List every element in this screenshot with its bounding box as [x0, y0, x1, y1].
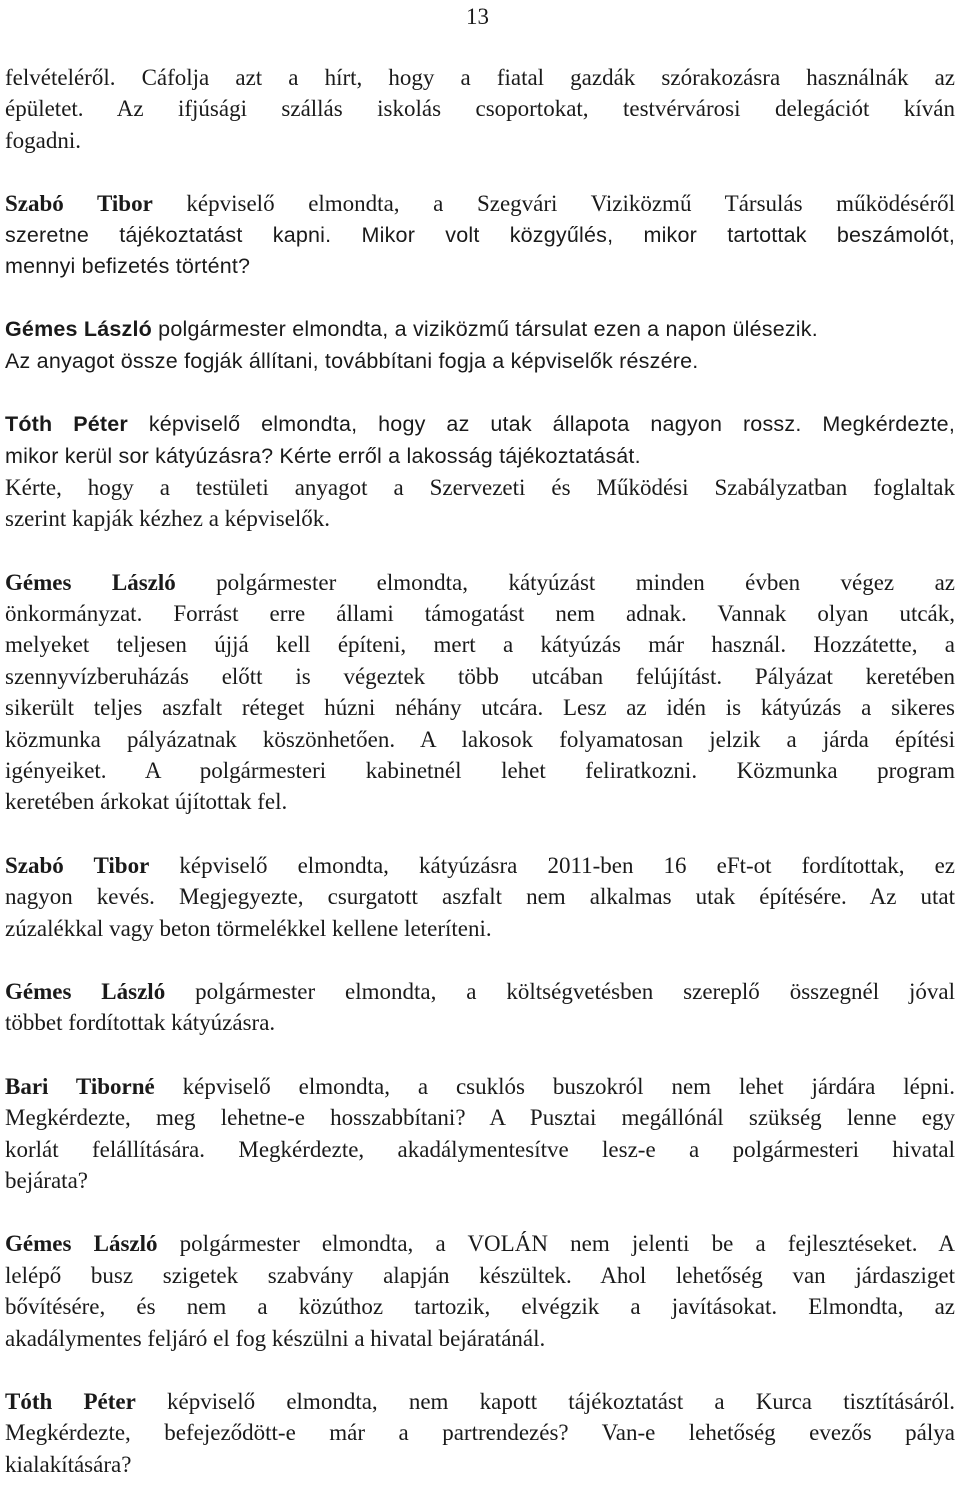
text-run: sikerült teljes aszfalt réteget húzni néhány utcára. Lesz az idén is kátyúzás a sikeres	[5, 695, 955, 721]
text-run: melyeket teljesen újjá kell építeni, mert a kátyúzás már használ. Hozzátette, a	[5, 632, 955, 658]
paragraph	[5, 850, 955, 944]
text-line	[5, 692, 955, 723]
text-line	[5, 1260, 955, 1291]
text-run: képviselő elmondta, a Szegvári Viziközmű Társulás működéséről	[152, 191, 955, 217]
text-line	[5, 1165, 955, 1196]
text-line	[5, 724, 955, 755]
text-line	[5, 314, 955, 345]
paragraph	[5, 314, 955, 377]
text-run: fogadni.	[5, 127, 82, 153]
speaker-name: Gémes László	[5, 317, 152, 342]
text-line	[5, 441, 955, 472]
speaker-name: Szabó Tibor	[5, 852, 150, 878]
text-line	[5, 1228, 955, 1259]
text-run: Megkérdezte, meg lehetne-e hosszabbítani? A Pusztai megállónál szükség lenne egy	[5, 1105, 955, 1131]
text-run: képviselő elmondta, kátyúzásra 2011-ben 16 eFt-ot fordítottak, ez	[149, 852, 955, 878]
text-line	[5, 1134, 955, 1165]
text-run: képviselő elmondta, hogy az utak állapota nagyon rossz. Megkérdezte,	[127, 412, 955, 437]
paragraph	[5, 1386, 955, 1480]
text-line	[5, 503, 955, 534]
text-run: polgármester elmondta, kátyúzást minden évben végez az	[175, 569, 955, 595]
text-run: bővítésére, és nem a közúthoz tartozik, elvégzik a javításokat. Elmondta, az	[5, 1294, 955, 1320]
text-run: korlát felállítására. Megkérdezte, akadálymentesítve lesz-e a polgármesteri hivatal	[5, 1136, 955, 1162]
text-run: igényeiket. A polgármesteri kabinetnél lehet feliratkozni. Közmunka program	[5, 758, 955, 784]
text-run: képviselő elmondta, nem kapott tájékoztatást a Kurca tisztításáról.	[135, 1388, 955, 1414]
text-run: képviselő elmondta, a csuklós buszokról nem lehet járdára lépni.	[154, 1073, 955, 1099]
text-run: zúzalékkal vagy beton törmelékkel kellene leteríteni.	[5, 915, 492, 941]
text-run: polgármester elmondta, a költségvetésben szereplő összegnél jóval	[165, 978, 955, 1004]
speaker-name: Gémes László	[5, 569, 176, 595]
text-line	[5, 1449, 955, 1480]
text-line	[5, 567, 955, 598]
text-line	[5, 1417, 955, 1448]
text-line	[5, 346, 955, 377]
text-run: önkormányzat. Forrást erre állami támogatást nem adnak. Vannak olyan utcák,	[5, 601, 955, 627]
text-line	[5, 1386, 955, 1417]
text-run: szennyvízberuházás előtt is végeztek több utcában felújítást. Pályázat keretében	[5, 663, 955, 689]
text-line	[5, 409, 955, 440]
text-line	[5, 850, 955, 881]
text-line	[5, 598, 955, 629]
text-run: lelépő busz szigetek szabvány alapján készültek. Ahol lehetőség van járdasziget	[5, 1262, 955, 1288]
text-run: felvételéről. Cáfolja azt a hírt, hogy a fiatal gazdák szórakozásra használnák az	[5, 65, 955, 90]
text-line	[5, 62, 955, 93]
paragraph	[5, 188, 955, 282]
speaker-name: Bari Tiborné	[5, 1073, 155, 1099]
text-line	[5, 913, 955, 944]
text-line	[5, 1291, 955, 1322]
text-line	[5, 188, 955, 219]
text-run: polgármester elmondta, a VOLÁN nem jelenti be a fejlesztéseket. A	[157, 1231, 956, 1257]
paragraph	[5, 976, 955, 1039]
text-line	[5, 629, 955, 660]
text-line	[5, 251, 955, 282]
text-line	[5, 786, 955, 817]
speaker-name: Tóth Péter	[5, 412, 128, 437]
speaker-name: Gémes László	[5, 1231, 158, 1257]
text-line	[5, 1323, 955, 1354]
text-run: bejárata?	[5, 1167, 88, 1193]
text-run: polgármester elmondta, a viziközmű társulat ezen a napon ülésezik.	[152, 317, 818, 342]
speaker-name: Szabó Tibor	[5, 191, 153, 217]
text-line	[5, 661, 955, 692]
text-run: kialakítására?	[5, 1451, 132, 1477]
text-run: keretében árkokat újítottak fel.	[5, 789, 288, 815]
text-run: Az anyagot össze fogják állítani, továbbítani fogja a képviselők részére.	[5, 348, 699, 373]
text-run: Megkérdezte, befejeződött-e már a partrendezés? Van-e lehetőség evezős pálya	[5, 1420, 955, 1446]
text-line	[5, 976, 955, 1007]
paragraph	[5, 409, 955, 535]
text-line	[5, 125, 955, 156]
speaker-name: Gémes László	[5, 978, 166, 1004]
text-run: akadálymentes feljáró el fog készülni a hivatal bejáratánál.	[5, 1325, 546, 1351]
paragraph	[5, 62, 955, 156]
text-run: nagyon kevés. Megjegyezte, csurgatott aszfalt nem alkalmas utak építésére. Az utat	[5, 884, 955, 910]
text-run: szerint kapják kézhez a képviselők.	[5, 506, 331, 532]
text-line	[5, 220, 955, 251]
text-line	[5, 1102, 955, 1133]
text-run: épületet. Az ifjúsági szállás iskolás csoportokat, testvérvárosi delegációt kíván	[5, 96, 955, 122]
paragraph	[5, 567, 955, 818]
text-run: közmunka pályázatnak köszönhetően. A lakosok folyamatosan jelzik a járda építési	[5, 726, 955, 752]
document-body	[5, 62, 955, 1512]
text-run: szeretne tájékoztatást kapni. Mikor volt közgyűlés, mikor tartottak beszámolót,	[5, 222, 955, 247]
text-run: mennyi befizetés történt?	[5, 253, 251, 278]
paragraph	[5, 1071, 955, 1197]
text-line	[5, 1071, 955, 1102]
page-number: 13	[466, 4, 489, 29]
paragraph	[5, 1228, 955, 1354]
text-run: Kérte, hogy a testületi anyagot a Szervezeti és Működési Szabályzatban foglaltak	[5, 474, 955, 500]
text-line	[5, 472, 955, 503]
text-run: többet fordítottak kátyúzásra.	[5, 1010, 276, 1036]
text-line	[5, 755, 955, 786]
text-line	[5, 1007, 955, 1038]
text-line	[5, 93, 955, 124]
text-run: mikor kerül sor kátyúzásra? Kérte erről a lakosság tájékoztatását.	[5, 443, 641, 468]
speaker-name: Tóth Péter	[5, 1388, 136, 1414]
text-line	[5, 881, 955, 912]
